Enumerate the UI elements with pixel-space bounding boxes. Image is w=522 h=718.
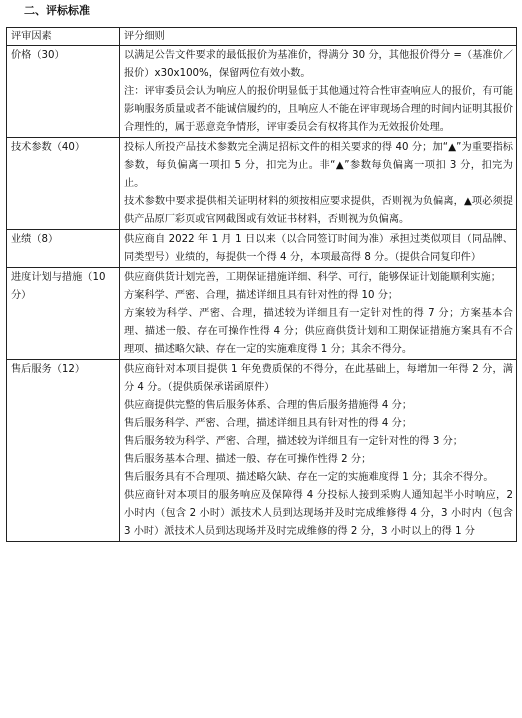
table-row [7, 360, 517, 542]
criteria-paragraph: 技术参数中要求提供相关证明材料的须按相应要求提供，否则视为负偏离，▲项必须提供产品原厂彩页或官网截图或有效证书材料，否则视为负偏离。 [124, 196, 513, 225]
table-row [7, 138, 517, 230]
criteria-paragraph: 方案科学、严密、合理，描述详细且具有针对性的得 10 分； [124, 290, 399, 301]
criteria-cell [120, 230, 517, 268]
criteria-paragraph: 售后服务较为科学、严密、合理，描述较为详细且有一定针对性的得 3 分； [124, 436, 463, 447]
factor-cell: 进度计划与措施（10 分） [7, 268, 120, 360]
section-title: 二、评标标准 [24, 4, 90, 17]
criteria-paragraph: 以满足公告文件要求的最低报价为基准价，得满分 30 分，其他报价得分 =（基准价／报价）x30x100%，保留两位有效小数。 [124, 50, 513, 79]
criteria-paragraph: 注：评审委员会认为响应人的报价明显低于其他通过符合性审查响应人的报价，有可能影响服务质量或者不能诚信履约的，且响应人不能在评审现场合理的时间内证明其报价合理性的，属于恶意竞争情形，评审委员会有权将其作为无效报价处理。 [124, 86, 513, 133]
scoring-criteria-table [6, 27, 517, 542]
criteria-paragraph: 供应商针对本项目提供 1 年免费质保的不得分，在此基础上，每增加一年得 2 分，满分 4 分。（提供质保承诺函原件） [124, 364, 513, 393]
criteria-paragraph: 供应商提供完整的售后服务体系、合理的售后服务措施得 4 分； [124, 400, 413, 411]
criteria-paragraph: 供应商针对本项目的服务响应及保障得 4 分投标人接到采购人通知起半小时响应，2 小时内（包含 2 小时）派技术人员到达现场并及时完成维修得 4 分，3 小时内（包含 3 小时）派技术人员到达现场并及时完成维修的得 2 分，3 小时以上的得 1 分 [124, 490, 513, 537]
criteria-paragraph: 方案较为科学、严密、合理，描述较为详细且有一定针对性的得 7 分；方案基本合理、描述一般、存在可操作性得 4 分；供应商供货计划和工期保证措施方案具有不合理项、描述略欠缺、存在一定的实施难度得 1 分；其余不得分。 [124, 308, 513, 355]
criteria-paragraph: 供应商自 2022 年 1 月 1 日以来（以合同签订时间为准）承担过类似项目（同品牌、同类型号）业绩的，每提供一个得 4 分，本项最高得 8 分。（提供合同复印件） [124, 234, 513, 263]
criteria-paragraph: 售后服务基本合理、描述一般、存在可操作性得 2 分； [124, 454, 372, 465]
criteria-cell [120, 268, 517, 360]
criteria-cell [120, 360, 517, 542]
table-header-row [7, 28, 517, 46]
criteria-cell [120, 138, 517, 230]
header-factor: 评审因素 [7, 28, 120, 46]
factor-cell: 售后服务（12） [7, 360, 120, 542]
table-row [7, 268, 517, 360]
criteria-paragraph: 售后服务具有不合理项、描述略欠缺、存在一定的实施难度得 1 分；其余不得分。 [124, 472, 494, 483]
table-row [7, 230, 517, 268]
factor-cell: 业绩（8） [7, 230, 120, 268]
table-row [7, 46, 517, 138]
criteria-paragraph: 投标人所投产品技术参数完全满足招标文件的相关要求的得 40 分；加“▲”为重要指标参数，每负偏离一项扣 5 分，扣完为止。非“▲”参数每负偏离一项扣 3 分，扣完为止。 [124, 142, 513, 189]
factor-cell: 技术参数（40） [7, 138, 120, 230]
criteria-paragraph: 供应商供货计划完善，工期保证措施详细、科学、可行，能够保证计划能顺利实施； [124, 272, 501, 283]
factor-cell: 价格（30） [7, 46, 120, 138]
criteria-cell [120, 46, 517, 138]
header-criteria: 评分细则 [120, 28, 517, 46]
criteria-paragraph: 售后服务科学、严密、合理，描述详细且具有针对性的得 4 分； [124, 418, 413, 429]
